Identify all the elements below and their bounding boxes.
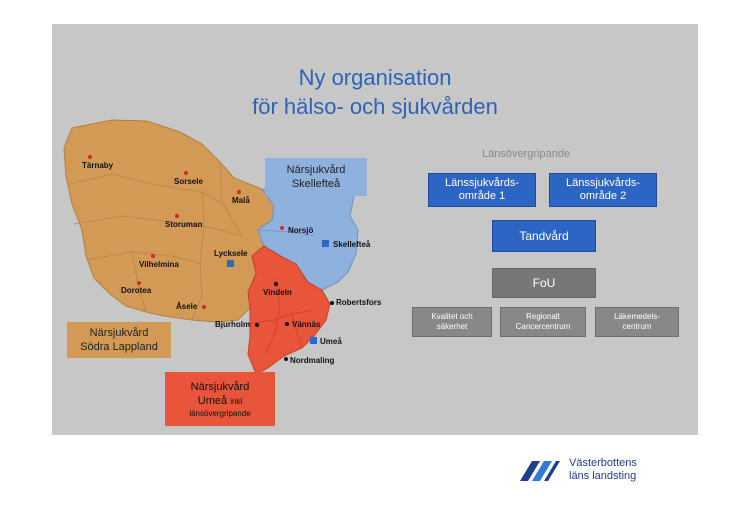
region-umea-name: Umeå xyxy=(197,394,228,407)
org-heading: Länsövergripande xyxy=(482,148,571,160)
org-cancercentrum: Regionalt Cancercentrum xyxy=(500,307,586,337)
label-umea: Umeå xyxy=(320,337,342,346)
logo-line2: läns landsting xyxy=(569,470,637,482)
label-nordmaling: Nordmaling xyxy=(290,356,335,365)
label-vannas: Vännäs xyxy=(292,320,321,329)
marker-vindeln xyxy=(274,282,278,286)
marker-bjurholm xyxy=(255,323,259,327)
label-bjurholm: Bjurholm xyxy=(215,320,251,329)
region-box-lappland: Närsjukvård Södra Lappland xyxy=(67,322,171,358)
label-sorsele: Sorsele xyxy=(174,177,203,186)
marker-umea xyxy=(310,337,317,344)
region-umea-title: Närsjukvård xyxy=(190,380,250,393)
marker-robertsfors xyxy=(330,301,334,305)
org-lansomrade2: Länssjukvårds- område 2 xyxy=(549,173,657,207)
slide-title-line2: för hälso- och sjukvården xyxy=(252,94,498,119)
label-storuman: Storuman xyxy=(165,220,203,229)
label-robertsfors: Robertsfors xyxy=(336,298,382,307)
label-lycksele: Lycksele xyxy=(214,249,248,258)
region-umea-sub: länsövergripande xyxy=(189,408,251,418)
marker-skelleftea xyxy=(322,240,329,247)
org-fou: FoU xyxy=(492,268,596,298)
label-mala: Malå xyxy=(232,196,250,205)
vll-logo-icon xyxy=(518,457,562,488)
county-map-svg xyxy=(52,24,698,435)
marker-nordmaling xyxy=(284,357,288,361)
vll-logo-text xyxy=(569,457,637,483)
region-umea-inkl: inkl xyxy=(230,396,243,406)
marker-dorotea xyxy=(137,281,141,285)
marker-vilhelmina xyxy=(151,254,155,258)
marker-storuman xyxy=(175,214,179,218)
org-lakemedel: Läkemedels- centrum xyxy=(595,307,679,337)
label-asele: Åsele xyxy=(176,302,198,311)
label-vindeln: Vindeln xyxy=(263,288,292,297)
marker-mala xyxy=(237,190,241,194)
marker-asele xyxy=(202,305,206,309)
marker-norsjo xyxy=(280,226,284,230)
label-tarnaby: Tärnaby xyxy=(82,161,114,170)
logo-line1: Västerbottens xyxy=(569,457,637,469)
org-lansomrade1: Länssjukvårds- område 1 xyxy=(428,173,536,207)
label-norsjo: Norsjö xyxy=(288,226,314,235)
org-tandvard: Tandvård xyxy=(492,220,596,252)
region-box-skelleftea: Närsjukvård Skellefteå xyxy=(265,158,367,196)
org-kvalitet: Kvalitet och säkerhet xyxy=(412,307,492,337)
label-vilhelmina: Vilhelmina xyxy=(139,260,179,269)
label-skelleftea: Skellefteå xyxy=(333,240,371,249)
marker-lycksele xyxy=(227,260,234,267)
region-umea-line2 xyxy=(198,394,242,409)
marker-sorsele xyxy=(184,171,188,175)
marker-tarnaby xyxy=(88,155,92,159)
slide-title-line1: Ny organisation xyxy=(298,65,452,90)
region-box-umea xyxy=(165,372,275,426)
label-dorotea: Dorotea xyxy=(121,286,152,295)
marker-vannas xyxy=(285,322,289,326)
slide xyxy=(52,24,698,435)
